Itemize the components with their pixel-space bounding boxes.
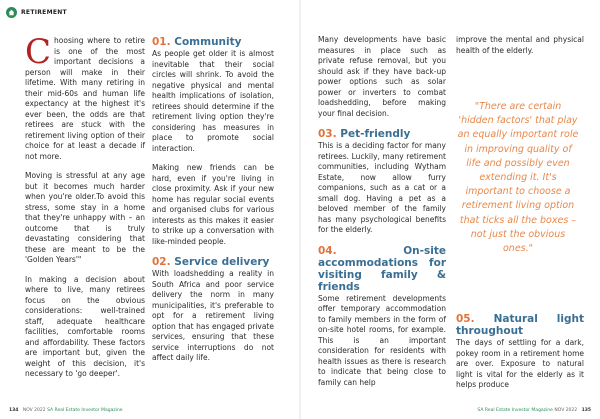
section-title: Natural light throughout	[456, 313, 584, 337]
column-3	[318, 35, 446, 397]
community-paragraph-2: Making new friends can be hard, even if you're living in close proximity. Ask if your new home has regular social events and organised clubs for various interests as this makes it easier to strike up a conversation with like-minded people.	[152, 163, 274, 246]
service-paragraph-2: Many developments have basic measures in place such as private refuse removal, but you should ask if they have back-up power options such as solar power or inverters to combat loadshedding, before making your final decision.	[318, 35, 446, 118]
intro-column	[25, 32, 145, 389]
community-paragraph-1: As people get older it is almost inevitable that their social circles will shrink. To avoid the negative physical and mental health implications of isolation, retirees should determine if the retirement living option they're considering has measures in place to promote social interaction.	[152, 49, 274, 153]
intro-paragraph-1	[25, 32, 145, 162]
intro-text-1: hoosing where to retire is one of the most important decisions a person will make in their lifetime. With many retiring in their mid-60s and human life expectancy at the highest it's ever been, the odds are that retirees are stuck with the retirement living option of their choice for at least a decade if not more.	[25, 36, 145, 161]
section-tag	[6, 7, 67, 18]
column-2	[152, 36, 274, 373]
issue-date: NOV 2022	[22, 408, 46, 413]
page-number: 134	[9, 408, 19, 413]
section-number: 02.	[152, 256, 171, 268]
section-title: Pet-friendly	[340, 128, 411, 140]
magazine-name: SA Real Estate Investor Magazine	[47, 408, 123, 413]
section-title: On-site accommodations for visiting family & friends	[318, 244, 446, 293]
footer-left	[6, 408, 123, 413]
heading-service-delivery	[152, 256, 274, 268]
section-label: RETIREMENT	[21, 9, 67, 16]
page-number: 135	[581, 408, 591, 413]
service-paragraph-1: With loadshedding a reality in South Africa and poor service delivery the norm in many municipalities, it's preferable to opt for a retirement living option that has engaged private services, ensuring that these service interruptions do not affect daily life.	[152, 269, 274, 362]
footer-right	[477, 408, 594, 413]
section-title: Community	[174, 36, 242, 48]
pets-paragraph: This is a deciding factor for many retirees. Luckily, many retirement communities, including Wytham Estate, now allow furry companions, such as a cat or a small dog. Having a pet as a beloved member of the family has many psychological benefits for the elderly.	[318, 141, 446, 234]
drop-cap: C	[25, 32, 52, 72]
page-gutter	[299, 0, 301, 419]
house-icon	[6, 7, 17, 18]
magazine-name: SA Real Estate Investor Magazine	[477, 408, 553, 413]
section-number: 01.	[152, 36, 171, 48]
section-number: 04.	[318, 244, 337, 257]
section-number: 03.	[318, 128, 337, 140]
column-4-lower	[456, 313, 584, 400]
heading-natural-light	[456, 313, 584, 337]
light-paragraph: The days of settling for a dark, pokey room in a retirement home are over. Exposure to natural light is vital for the elderly as it helps produce	[456, 338, 584, 389]
section-title: Service delivery	[174, 256, 270, 268]
onsite-paragraph-cont: improve the mental and physical health of the elderly.	[456, 35, 584, 55]
pull-quote: "There are certain 'hidden factors' that play an equally important role in improving quality of life and possibly even extending it. It's important to choose a retirement living option that ticks all the boxes – not just the obvious ones."	[457, 101, 579, 255]
onsite-paragraph: Some retirement developments offer temporary accommodation to family members in the form of on-site hotel rooms, for example. This is an important consideration for residents with health issues as there is research to indicate that being close to family can help	[318, 293, 446, 387]
issue-date: NOV 2022	[554, 408, 578, 413]
column-4	[456, 35, 584, 65]
intro-paragraph-3: In making a decision about where to live, many retirees focus on the obvious considerations: well-trained staff, adequate healthcare facilities, comfortable rooms and affordability. These factors are important but, given the weight of this decision, it's necessary to 'go deeper'.	[25, 274, 145, 378]
heading-community	[152, 36, 274, 48]
intro-paragraph-2: Moving is stressful at any age but it becomes much harder when you're older.To avoid this stress, some stay in a home that they're unhappy with – an outcome that is truly devastating considering that these are meant to be the 'Golden Years'"	[25, 171, 145, 264]
section-number: 05.	[456, 313, 475, 325]
heading-pet-friendly	[318, 128, 446, 140]
heading-onsite-accommodation	[318, 245, 446, 293]
